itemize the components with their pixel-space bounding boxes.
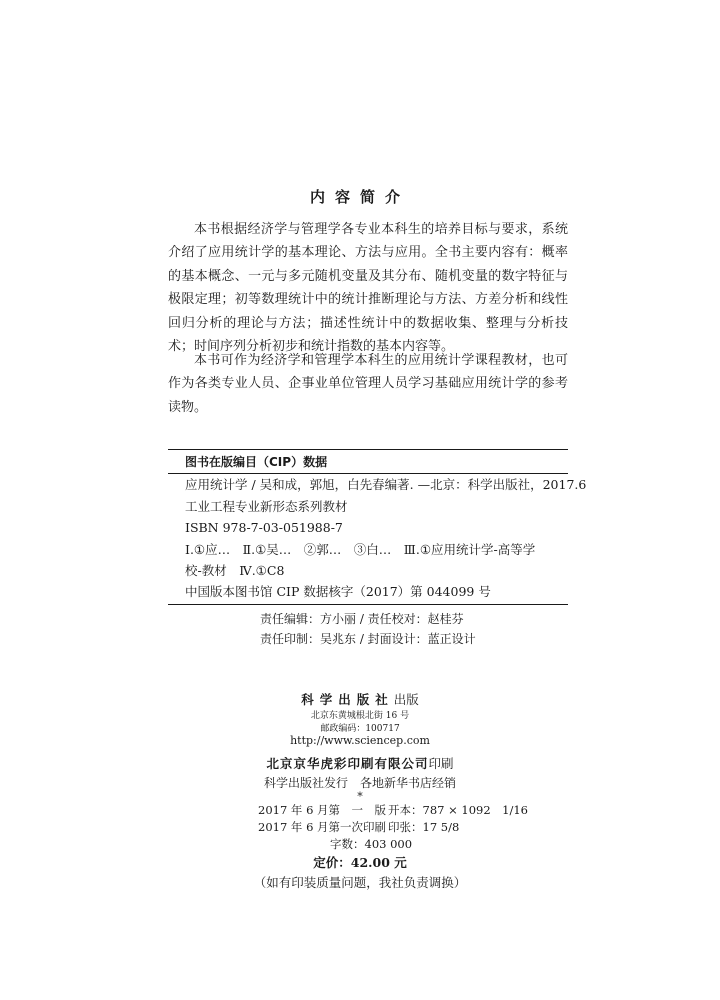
- cip-line-isbn: ISBN 978-7-03-051988-7: [185, 520, 343, 535]
- quality-notice: （如有印装质量问题，我社负责调换）: [253, 875, 467, 890]
- publisher-postcode: 邮政编码：100717: [320, 724, 400, 734]
- cip-line-classification-cont: 校-教材 Ⅳ.①C8: [185, 563, 285, 578]
- credits-production: 责任印制：吴兆东 / 封面设计：蓝正设计: [260, 632, 476, 646]
- intro-paragraph-1: 本书根据经济学与管理学各专业本科生的培养目标与要求，系统介绍了应用统计学的基本理论、方法与应用。全书主要内容有：概率的基本概念、一元与多元随机变量及其分布、随机变量的数字特征与极限定理；初等数理统计中的统计推断理论与方法、方差分析和线性回归分析的理论与方法；描述性统计中的数据收集、整理与分析技术；时间序列分析初步和统计指数的基本内容等。: [168, 222, 568, 355]
- intro-title: 内容简介: [309, 188, 410, 206]
- printer-line: [0, 754, 720, 772]
- cip-line-series: 工业工程专业新形态系列教材: [185, 498, 348, 514]
- printer-name: 北京京华虎彩印刷有限公司: [266, 756, 429, 771]
- cip-line-title: 应用统计学 / 吴和成，郭旭，白先春编著. —北京：科学出版社，2017.6: [185, 477, 587, 492]
- cip-heading: 图书在版编目（CIP）数据: [185, 455, 328, 469]
- publisher-line: [0, 690, 720, 708]
- edition-info: 2017 年 6 月第 一 版: [258, 803, 387, 817]
- cip-line-cip-number: 中国版本图书馆 CIP 数据核字（2017）第 044099 号: [185, 584, 491, 599]
- sheets-info: 印张：17 5/8: [388, 820, 460, 834]
- publisher-website: http://www.sciencep.com: [290, 734, 430, 747]
- publisher-address: 北京东黄城根北街 16 号: [310, 711, 410, 721]
- format-info: 开本：787 × 1092 1/16: [388, 803, 528, 817]
- printing-info: 2017 年 6 月第一次印刷: [258, 820, 387, 834]
- price: 定价：42.00 元: [313, 855, 407, 870]
- credits-editors: 责任编辑：方小丽 / 责任校对：赵桂芬: [260, 612, 464, 626]
- intro-paragraph-2: 本书可作为经济学和管理学本科生的应用统计学课程教材，也可作为各类专业人员、企事业单位管理人员学习基础应用统计学的参考读物。: [168, 353, 568, 415]
- word-count: 字数：403 000: [330, 837, 413, 851]
- separator-star: *: [357, 790, 363, 803]
- distribution-line: 科学出版社发行 各地新华书店经销: [263, 776, 456, 790]
- cip-data-block: [168, 449, 587, 605]
- printer-suffix: 印刷: [428, 756, 454, 771]
- publisher-name: 科学出版社: [301, 692, 394, 707]
- cip-line-classification: Ⅰ.①应… Ⅱ.①吴… ②郭… ③白… Ⅲ.①应用统计学-高等学: [185, 541, 536, 557]
- publisher-suffix: 出版: [393, 692, 419, 707]
